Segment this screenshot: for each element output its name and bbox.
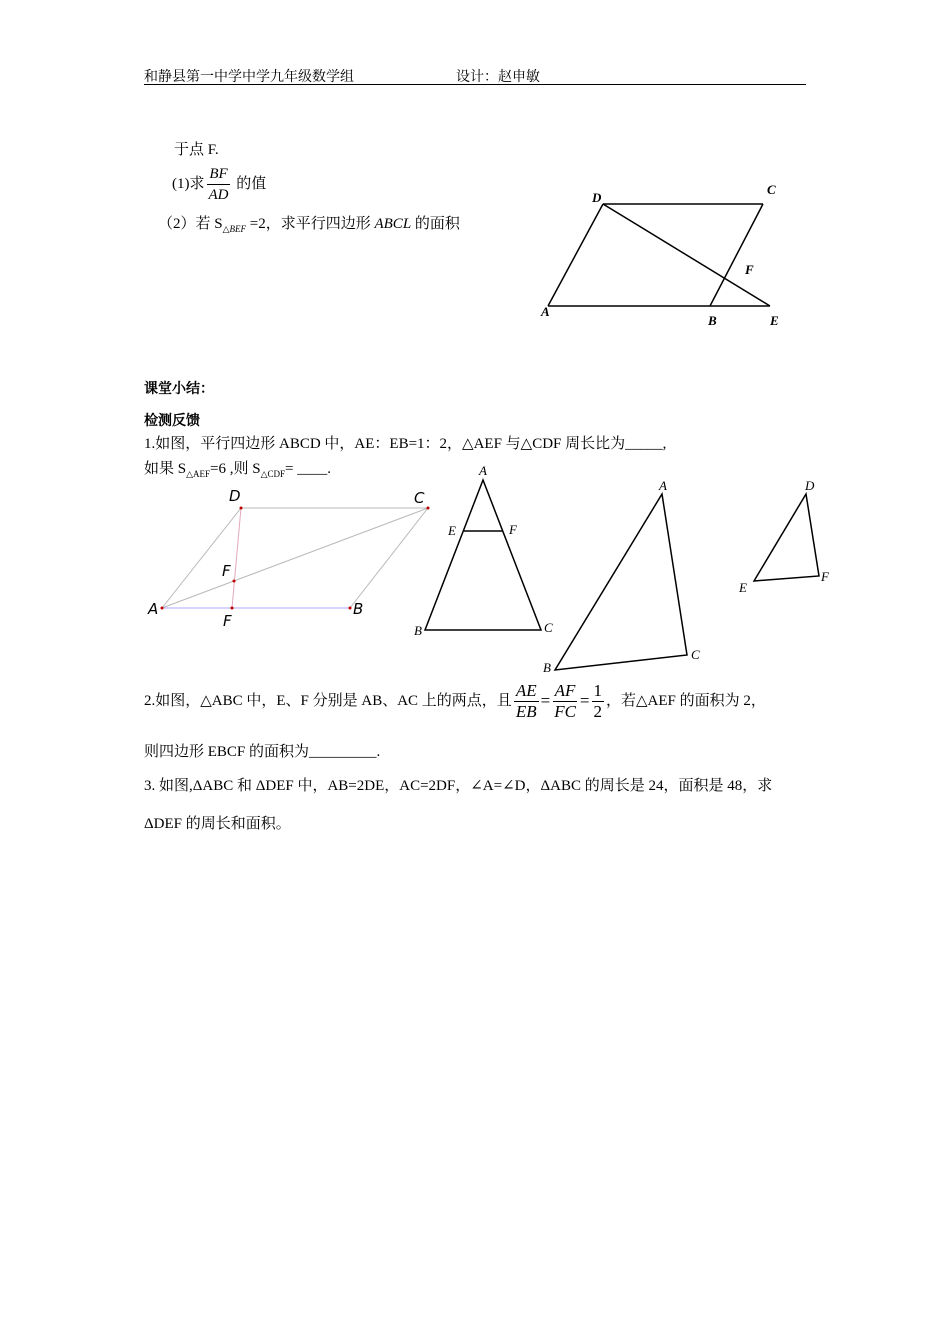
problem1-line1: 1.如图，平行四边形 ABCD 中，AE：EB=1：2，△AEF 与△CDF 周长比为_____,	[144, 436, 667, 452]
p2-prefix: 2.如图，△ABC 中，E、F 分别是 AB、AC 上的两点，且	[144, 693, 512, 709]
fig3-label-f: F	[509, 522, 517, 537]
p2-f1-num: AE	[515, 680, 537, 700]
fig1-label-f: F	[745, 262, 754, 277]
p2-f1-den: EB	[515, 701, 537, 721]
summary-title: 课堂小结：	[144, 381, 214, 397]
q2-name: ABCL	[374, 216, 412, 232]
p2-fraction-ae-eb	[514, 681, 539, 722]
problem3-line2: ΔDEF 的周长和面积。	[144, 816, 291, 832]
fig1-label-d: D	[592, 190, 602, 205]
problem-q2	[158, 214, 460, 239]
fig3-label-e: E	[448, 523, 456, 538]
p2-suffix: ，若△AEF 的面积为 2，	[606, 693, 766, 709]
fig5-label-f: F	[821, 569, 829, 584]
q2-suffix: 的面积	[411, 216, 460, 232]
q2-sub: △BEF	[222, 224, 247, 234]
q1-fraction	[207, 164, 231, 205]
fig5-label-e: E	[739, 580, 747, 595]
p2-f2-num: AF	[554, 680, 576, 700]
p2-f3-den: 2	[593, 701, 603, 721]
fig5-label-d: D	[805, 478, 815, 493]
problem2-line1: 2.如图，△ABC 中，E、F 分别是 AB、AC 上的两点，且 $\frac{AE}{EB}$ = $\frac{AF}{FC}$ = $\frac{1}{2}$ ，若△AEF 的面积为 2，	[144, 680, 766, 721]
q1-denominator: AD	[208, 187, 229, 203]
header-designer: 设计：赵申敏	[456, 70, 540, 85]
problem-line1: 于点 F.	[174, 142, 219, 158]
problem1-line2	[144, 459, 331, 484]
fig1-label-c: C	[767, 182, 776, 197]
header-rule	[144, 84, 806, 85]
q1-suffix: 的值	[232, 175, 267, 192]
q2-mid: =2，求平行四边形	[246, 216, 375, 232]
q1-numerator: BF	[207, 164, 229, 185]
fig3-label-b: B	[414, 623, 422, 638]
fig4-label-c: C	[691, 647, 700, 662]
fig2-label-f-upper: F	[222, 562, 231, 580]
fig3-label-c: C	[544, 620, 553, 635]
figure-parallelogram-2	[140, 484, 440, 632]
q1-prefix: (1)求	[172, 175, 205, 192]
fig4-label-b: B	[543, 660, 551, 675]
p1-l2-sub1: △AEF	[186, 469, 211, 479]
problem3-line1: 3. 如图,ΔABC 和 ΔDEF 中，AB=2DE，AC=2DF，∠A=∠D，ΔABC 的周长是 24，面积是 48，求	[144, 778, 773, 794]
figure-parallelogram-1	[530, 176, 800, 336]
fig2-label-a: A	[148, 600, 159, 618]
fig1-label-a: A	[541, 304, 550, 319]
p2-f2-den: FC	[554, 701, 576, 721]
p2-f3-num: 1	[593, 680, 603, 700]
fig2-label-f-lower: F	[223, 612, 232, 630]
p1-l2-b: =6 ,则 S	[210, 461, 261, 477]
problem2-line2: 则四边形 EBCF 的面积为_________.	[144, 744, 381, 760]
feedback-title: 检测反馈	[144, 413, 200, 429]
fig1-label-b: B	[708, 313, 717, 328]
fig3-label-a: A	[479, 463, 487, 478]
q2-prefix: （2）若 S	[158, 216, 223, 232]
p2-fraction-half	[592, 681, 605, 722]
fig2-label-d: D	[229, 487, 241, 505]
p2-fraction-af-fc	[552, 681, 578, 722]
fig2-label-b: B	[353, 600, 364, 618]
p1-l2-a: 如果 S	[144, 461, 187, 477]
header-school: 和静县第一中学中学九年级数学组	[144, 70, 354, 85]
fig2-label-c: C	[414, 489, 425, 507]
figure-triangle-def	[734, 474, 844, 600]
figure-triangle-abc	[538, 474, 718, 678]
problem-q1	[172, 164, 266, 205]
p1-l2-c: = ____.	[285, 461, 331, 477]
fig1-label-e: E	[770, 313, 779, 328]
fig4-label-a: A	[659, 478, 667, 493]
p1-l2-sub2: △CDF	[260, 469, 286, 479]
